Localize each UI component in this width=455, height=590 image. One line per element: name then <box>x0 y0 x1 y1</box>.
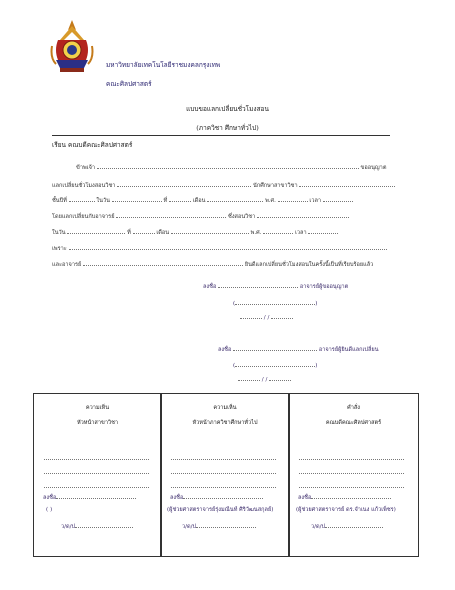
approval-box-dean <box>288 393 419 557</box>
sign-field[interactable] <box>56 493 136 499</box>
comment-line[interactable] <box>171 486 276 488</box>
day-label: ในวัน <box>96 198 110 204</box>
requester-sign-field[interactable] <box>218 282 298 288</box>
month-field[interactable] <box>207 196 263 202</box>
box-sign <box>170 493 263 502</box>
requester-day[interactable] <box>240 313 262 319</box>
date-label: ว/ด/ป <box>182 524 197 530</box>
sign-label: ลงชื่อ <box>298 495 312 501</box>
requester-year[interactable] <box>271 313 293 319</box>
box-sign <box>298 493 391 502</box>
be-year-field[interactable] <box>278 196 308 202</box>
sign-label: ลงชื่อ <box>170 495 184 501</box>
comment-line[interactable] <box>299 458 404 460</box>
swap-subject-label: ซึ่งสอนวิชา <box>228 214 256 220</box>
date-label-2: ที่ <box>127 230 131 236</box>
approval-box-major-head <box>33 393 162 557</box>
day-label-2: ในวัน <box>52 230 66 236</box>
box-name: (ผู้ช่วยศาสตราจารย์ ดร.จำเนง แก้วเพ็ชร) <box>296 507 396 513</box>
swapper-role: อาจารย์ผู้ยินดีแลกเปลี่ยน <box>318 347 379 353</box>
form-line-7 <box>52 260 392 269</box>
reason-label: เพราะ <box>52 246 67 252</box>
day-field[interactable] <box>112 196 162 202</box>
requester-name-line <box>233 299 317 308</box>
box-heading: ความเห็น <box>213 405 237 411</box>
day-field-2[interactable] <box>67 228 125 234</box>
form-line-5 <box>52 228 392 237</box>
swapper-name-field[interactable] <box>235 361 318 369</box>
time-field-2[interactable] <box>308 228 338 234</box>
requester-date-line <box>240 313 293 322</box>
date-label: ว/ด/ป <box>311 524 326 530</box>
swapper-year[interactable] <box>269 375 291 381</box>
consent-text: ยินดีแลกเปลี่ยนชั่วโมงสอนในครั้งนี้เป็นที่เรียบร้อยแล้ว <box>244 262 374 268</box>
header-divider <box>52 135 390 136</box>
date-field[interactable] <box>196 522 256 528</box>
time-label: เวลา <box>309 198 322 204</box>
time-field[interactable] <box>323 196 353 202</box>
box-sign <box>43 493 136 502</box>
comment-line[interactable] <box>171 458 276 460</box>
date-label: ที่ <box>163 198 168 204</box>
be-year-field-2[interactable] <box>263 228 293 234</box>
comment-line[interactable] <box>44 458 149 460</box>
teacher-name-field[interactable] <box>97 163 359 169</box>
year-label: ชั้นปีที่ <box>52 198 67 204</box>
month-field-2[interactable] <box>171 228 249 234</box>
date-label: ว/ด/ป <box>61 524 76 530</box>
sign-label-2: ลงชื่อ <box>218 347 232 353</box>
comment-line[interactable] <box>44 472 149 474</box>
date-field-2[interactable] <box>133 228 155 234</box>
box-name: ( ) <box>46 507 53 513</box>
university-logo <box>50 18 94 78</box>
comment-line[interactable] <box>299 486 404 488</box>
comment-line[interactable] <box>44 486 149 488</box>
major-field[interactable] <box>299 181 395 187</box>
line1-prefix: ข้าพเจ้า <box>76 165 95 171</box>
box-date <box>61 522 133 531</box>
swapper-day[interactable] <box>238 375 260 381</box>
box-subheading: หัวหน้าภาควิชาศึกษาทั่วไป <box>192 420 258 426</box>
box-date <box>311 522 383 531</box>
date-field[interactable] <box>169 196 191 202</box>
month-label: เดือน <box>192 198 206 204</box>
university-name: มหาวิทยาลัยเทคโนโลยีราชมงคลกรุงเทพ <box>106 61 221 69</box>
form-line-3 <box>52 196 392 205</box>
line2-prefix: แลกเปลี่ยนชั่วโมงสอนวิชา <box>52 183 116 189</box>
paren-close: ) <box>315 301 318 307</box>
swapper-name-line <box>233 361 317 370</box>
line1-suffix: ขออนุญาต <box>360 165 387 171</box>
paren-close-2: ) <box>315 363 318 369</box>
be-year-label-2: พ.ศ. <box>250 230 262 236</box>
sign-label: ลงชื่อ <box>43 495 57 501</box>
form-title: แบบขอแลกเปลี่ยนชั่วโมงสอน <box>186 105 269 113</box>
form-subtitle: (ภาควิชา ศึกษาทั่วไป) <box>196 124 259 132</box>
comment-line[interactable] <box>299 472 404 474</box>
year-field[interactable] <box>69 196 95 202</box>
form-line-2 <box>52 181 392 190</box>
requester-signature <box>203 282 348 291</box>
requester-role: อาจารย์ผู้ขออนุญาต <box>299 284 349 290</box>
sign-label: ลงชื่อ <box>203 284 217 290</box>
and-teacher-field[interactable] <box>83 260 243 266</box>
box-heading: ความเห็น <box>85 405 110 411</box>
date-field[interactable] <box>325 522 383 528</box>
form-line-4 <box>52 212 392 221</box>
paren-open-2: ( <box>233 363 236 369</box>
form-line-1 <box>52 163 392 172</box>
date-field[interactable] <box>75 522 133 528</box>
paren-open: ( <box>233 301 236 307</box>
requester-name-field[interactable] <box>235 299 318 307</box>
and-teacher-label: และอาจารย์ <box>52 262 82 268</box>
box-subheading: คณบดีคณะศิลปศาสตร์ <box>325 420 382 426</box>
reason-field[interactable] <box>69 244 387 250</box>
date-separator-2: / / <box>261 377 268 383</box>
box-date <box>182 522 256 531</box>
swap-subject-field[interactable] <box>257 212 349 218</box>
salutation: เรียน คณบดีคณะศิลปศาสตร์ <box>52 141 133 149</box>
swapper-sign-field[interactable] <box>233 345 317 351</box>
date-separator: / / <box>263 315 270 321</box>
subject-field[interactable] <box>117 181 251 187</box>
comment-line[interactable] <box>171 472 276 474</box>
sign-field[interactable] <box>183 493 263 499</box>
sign-field[interactable] <box>311 493 391 499</box>
be-year-label: พ.ศ. <box>265 198 276 204</box>
swapper-date-line <box>238 375 291 384</box>
box-heading: คำสั่ง <box>346 405 361 411</box>
time-label-2: เวลา <box>295 230 307 236</box>
swapper-signature <box>218 345 379 354</box>
swap-teacher-label: โดยแลกเปลี่ยนกับอาจารย์ <box>52 214 115 220</box>
box-subheading: หัวหน้าสาขาวิชา <box>76 420 119 426</box>
swap-teacher-field[interactable] <box>116 212 226 218</box>
month-label-2: เดือน <box>156 230 170 236</box>
faculty-name: คณะศิลปศาสตร์ <box>106 80 152 88</box>
box-name: (ผู้ช่วยศาสตราจารย์รุ่งมณีนท์ ศิริวัฒนสกุลย์) <box>167 507 274 513</box>
form-line-6 <box>52 244 392 253</box>
line2-mid: นักศึกษาสาขาวิชา <box>253 183 298 189</box>
approval-box-general-head <box>160 393 290 557</box>
